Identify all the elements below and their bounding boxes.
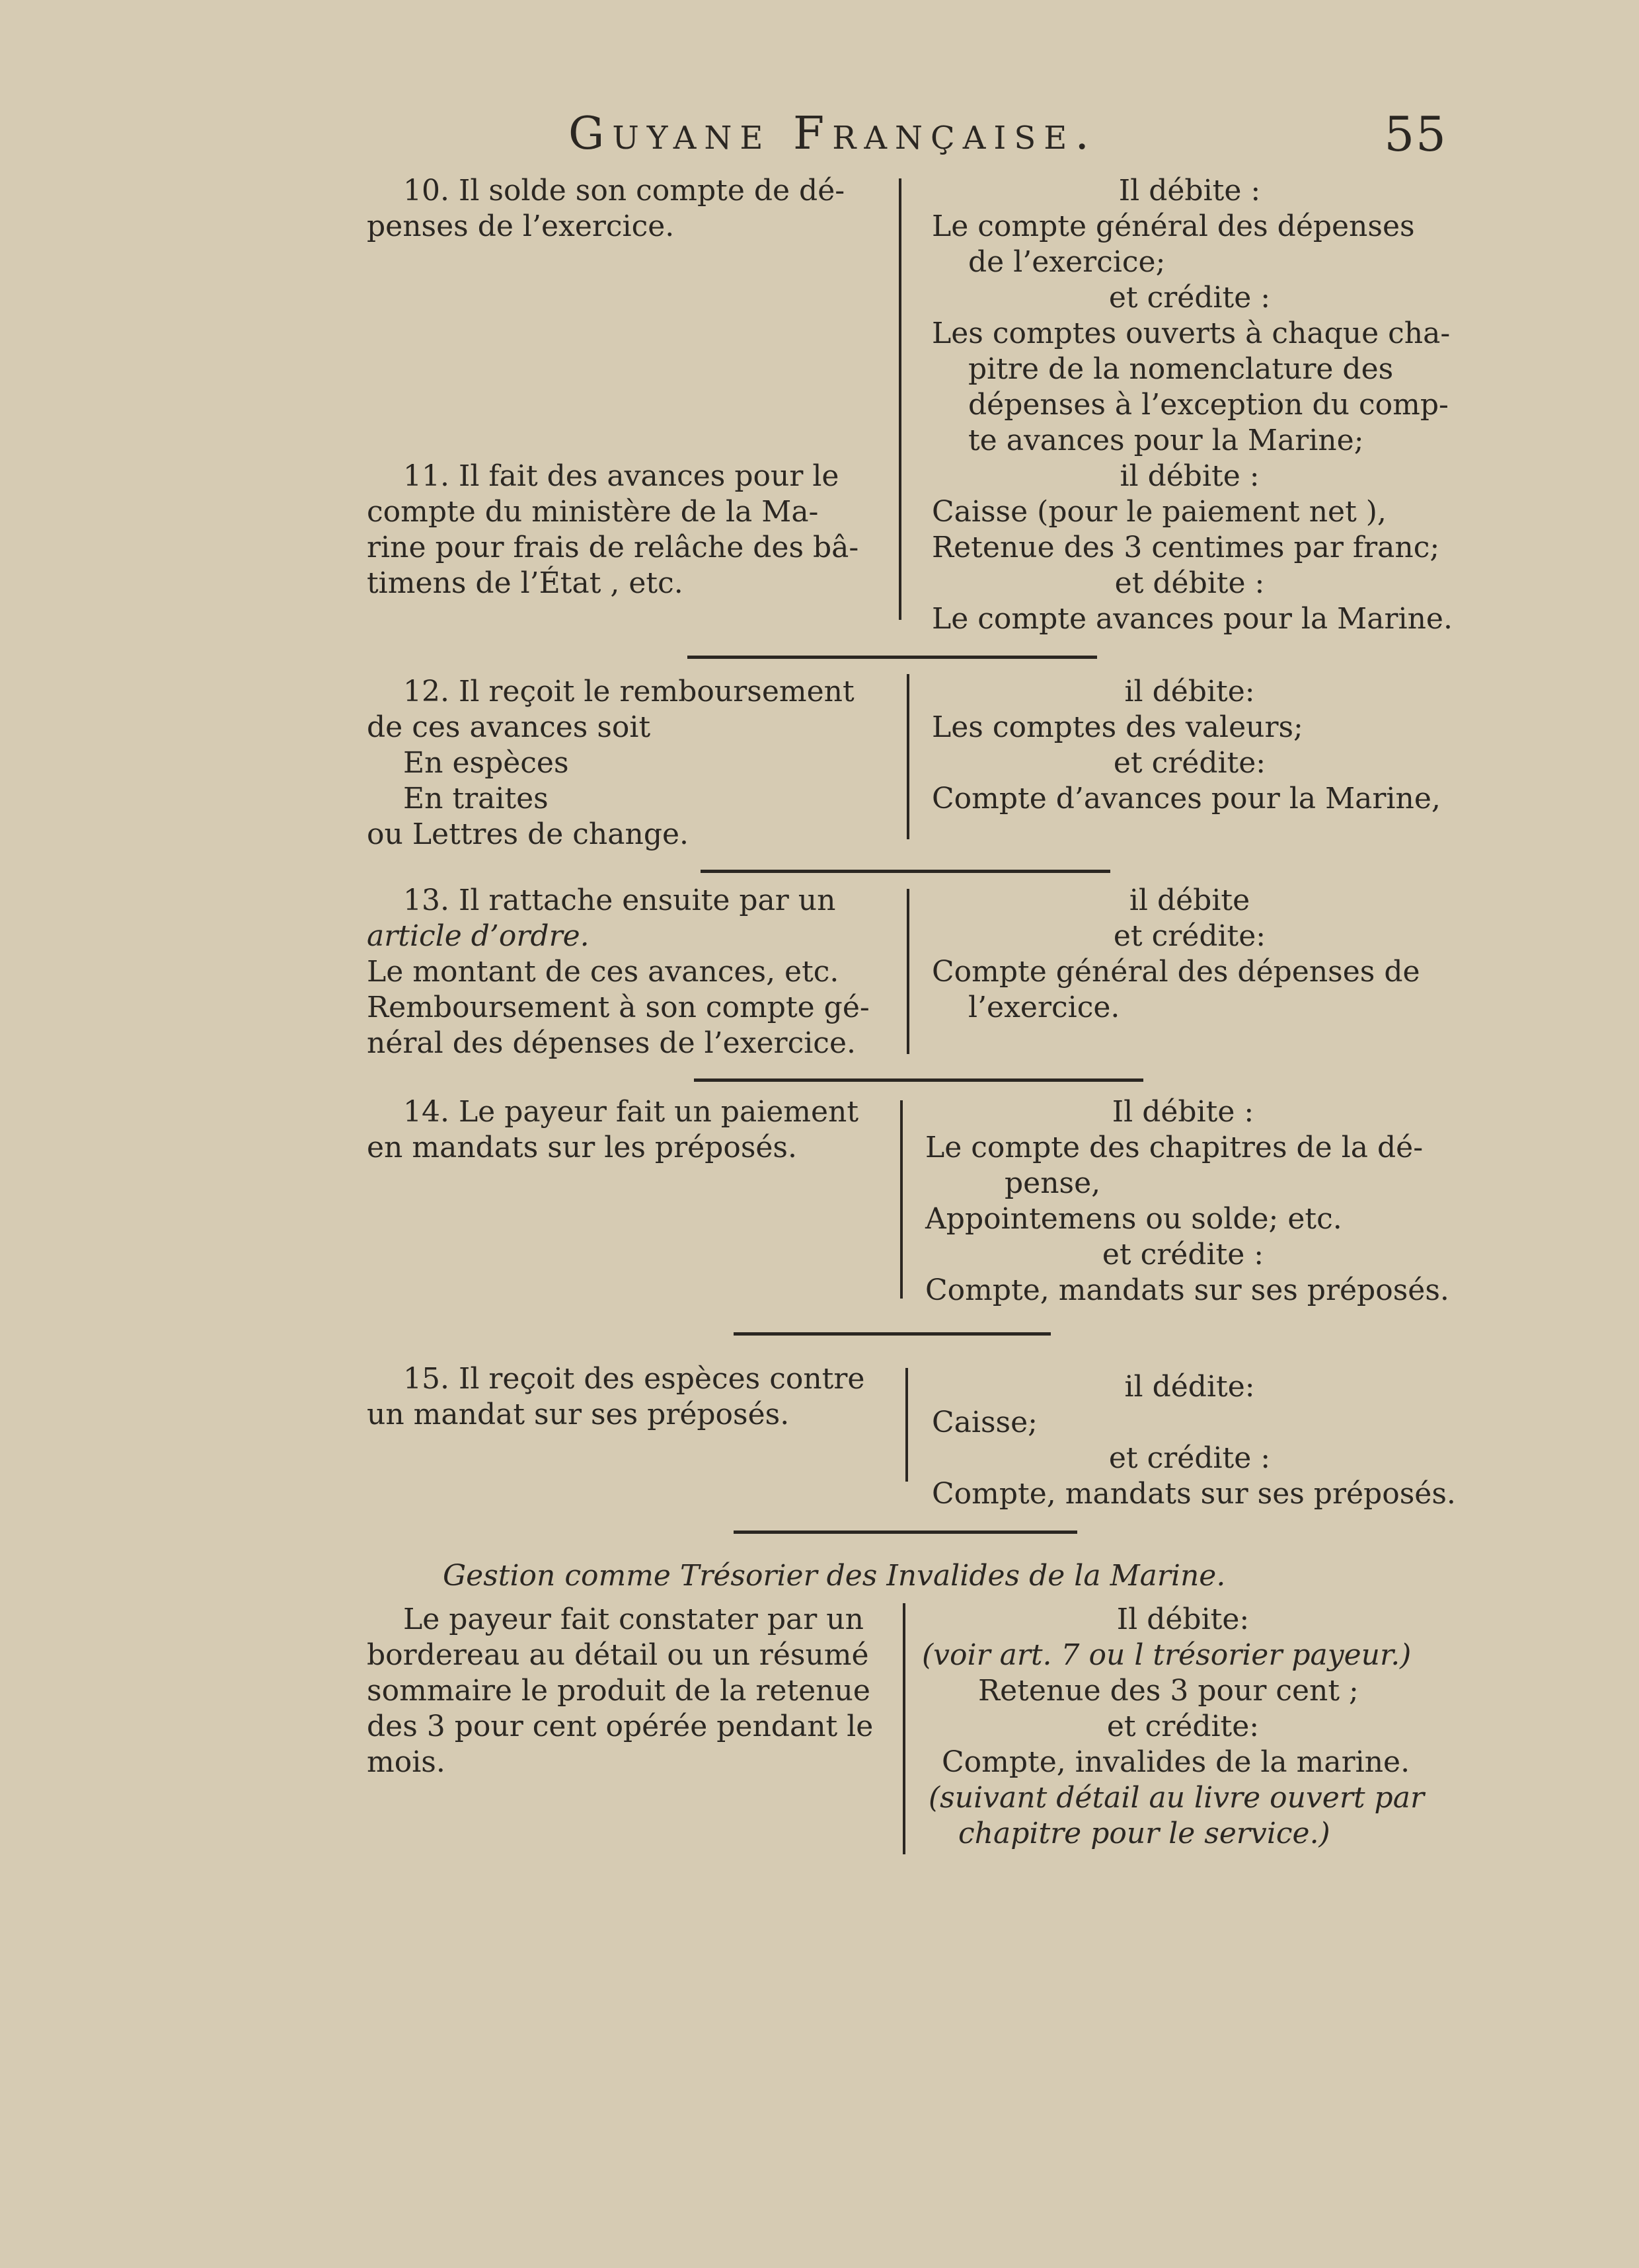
column-rule — [899, 178, 901, 620]
entry-10-right-line-3: de l’exercice; — [968, 245, 1166, 279]
entry-14-left-line-2: en mandats sur les préposés. — [367, 1131, 797, 1164]
entry-15-right-line-3: et crédite : — [1108, 1441, 1271, 1475]
separator-rule — [694, 1078, 1143, 1082]
entry-16-left-line-1: Le payeur fait constater par un — [403, 1603, 864, 1636]
entry-12-left-line-1: 12. Il reçoit le remboursement — [403, 675, 855, 708]
entry-13-left-line-5: néral des dépenses de l’exercice. — [367, 1026, 856, 1060]
entry-11-right-line-2: Caisse (pour le paiement net ), — [932, 495, 1387, 529]
entry-13-right-line-3: Compte général des dépenses de — [932, 955, 1420, 989]
entry-12-left-line-2: de ces avances soit — [367, 710, 651, 744]
entry-14-left-line-1: 14. Le payeur fait un paiement — [403, 1095, 859, 1129]
separator-rule — [701, 870, 1110, 873]
entry-16-right-line-3: Retenue des 3 pour cent ; — [978, 1674, 1359, 1708]
entry-12-right-line-3: et crédite: — [1113, 746, 1266, 780]
column-rule — [905, 1368, 908, 1482]
entry-16-left-line-3: sommaire le produit de la retenue — [367, 1674, 870, 1708]
entry-11-right-line-3: Retenue des 3 centimes par franc; — [932, 531, 1440, 564]
header-title: Guyane Française. — [568, 108, 1097, 160]
entry-14-right-line-5: et crédite : — [1102, 1238, 1264, 1271]
entry-10-right-line-7: dépenses à l’exception du comp- — [968, 388, 1449, 422]
entry-16-right-line-6: (suivant détail au livre ouvert par — [929, 1781, 1424, 1815]
entry-13-left-line-2: article d’ordre. — [367, 919, 590, 953]
entry-14-right-line-6: Compte, mandats sur ses préposés. — [925, 1273, 1449, 1307]
entry-13-left-line-4: Remboursement à son compte gé- — [367, 991, 870, 1024]
entry-13-right-line-2: et crédite: — [1113, 919, 1266, 953]
column-rule — [900, 1100, 903, 1299]
entry-10-right-line-5: Les comptes ouverts à chaque cha- — [932, 317, 1451, 350]
entry-10-right-line-4: et crédite : — [1108, 281, 1271, 315]
entry-13-left-line-1: 13. Il rattache ensuite par un — [403, 884, 836, 917]
entry-12-left-line-3: En espèces — [403, 746, 569, 780]
entry-13-right-line-1: il débite — [1129, 884, 1250, 917]
entry-11-left-line-4: timens de l’État , etc. — [367, 566, 683, 600]
entry-11-right-line-5: Le compte avances pour la Marine. — [932, 602, 1453, 636]
entry-16-right-line-2: (voir art. 7 ou l trésorier payeur.) — [922, 1638, 1412, 1672]
entry-16-right-line-1: Il débite: — [1116, 1603, 1250, 1636]
entry-11-left-line-1: 11. Il fait des avances pour le — [403, 459, 839, 493]
entry-10-right-line-1: Il débite : — [1118, 174, 1261, 208]
entry-16-right-line-7: chapitre pour le service.) — [958, 1817, 1330, 1850]
entry-14-right-line-2: Le compte des chapitres de la dé- — [925, 1131, 1424, 1164]
entry-10-right-line-8: te avances pour la Marine; — [968, 424, 1364, 457]
column-rule — [907, 889, 909, 1054]
column-rule — [903, 1603, 905, 1854]
entry-11-left-line-3: rine pour frais de relâche des bâ- — [367, 531, 859, 564]
entry-16-left-line-4: des 3 pour cent opérée pendant le — [367, 1710, 874, 1743]
entry-12-left-line-5: ou Lettres de change. — [367, 817, 689, 851]
entry-15-left-line-2: un mandat sur ses préposés. — [367, 1398, 790, 1431]
entry-15-right-line-4: Compte, mandats sur ses préposés. — [932, 1477, 1456, 1511]
entry-11-left-line-2: compte du ministère de la Ma- — [367, 495, 819, 529]
entry-16-left-line-2: bordereau au détail ou un résumé — [367, 1638, 869, 1672]
entry-13-left-line-3: Le montant de ces avances, etc. — [367, 955, 839, 989]
entry-12-right-line-1: il débite: — [1124, 675, 1255, 708]
entry-15-right-line-2: Caisse; — [932, 1406, 1038, 1439]
separator-rule — [734, 1531, 1077, 1534]
entry-13-right-line-4: l’exercice. — [968, 991, 1120, 1024]
entry-10-right-line-6: pitre de la nomenclature des — [968, 352, 1394, 386]
entry-16-right-line-5: Compte, invalides de la marine. — [942, 1745, 1410, 1779]
entry-15-left-line-1: 15. Il reçoit des espèces contre — [403, 1362, 865, 1396]
entry-12-right-line-4: Compte d’avances pour la Marine, — [932, 782, 1441, 815]
running-header — [568, 104, 1447, 164]
entry-14-right-line-1: Il débite : — [1112, 1095, 1254, 1129]
entry-10-left-line-2: penses de l’exercice. — [367, 209, 675, 243]
entry-12-right-line-2: Les comptes des valeurs; — [932, 710, 1303, 744]
entry-10-left-line-1: 10. Il solde son compte de dé- — [403, 174, 845, 208]
entry-16-left-line-5: mois. — [367, 1745, 445, 1779]
entry-10-right-line-2: Le compte général des dépenses — [932, 209, 1415, 243]
entry-14-right-line-3: pense, — [1005, 1166, 1101, 1200]
separator-rule — [734, 1332, 1051, 1336]
entry-15-right-line-1: il dédite: — [1124, 1370, 1255, 1404]
separator-rule — [687, 656, 1097, 659]
entry-16-right-line-4: et crédite: — [1106, 1710, 1260, 1743]
entry-11-right-line-1: il débite : — [1120, 459, 1260, 493]
page-number: 55 — [1384, 106, 1447, 162]
entry-12-left-line-4: En traites — [403, 782, 549, 815]
entry-11-right-line-4: et débite : — [1114, 566, 1265, 600]
section-heading: Gestion comme Trésorier des Invalides de la Marine. — [443, 1559, 1226, 1593]
entry-14-right-line-4: Appointemens ou solde; etc. — [925, 1202, 1342, 1236]
column-rule — [907, 674, 909, 839]
